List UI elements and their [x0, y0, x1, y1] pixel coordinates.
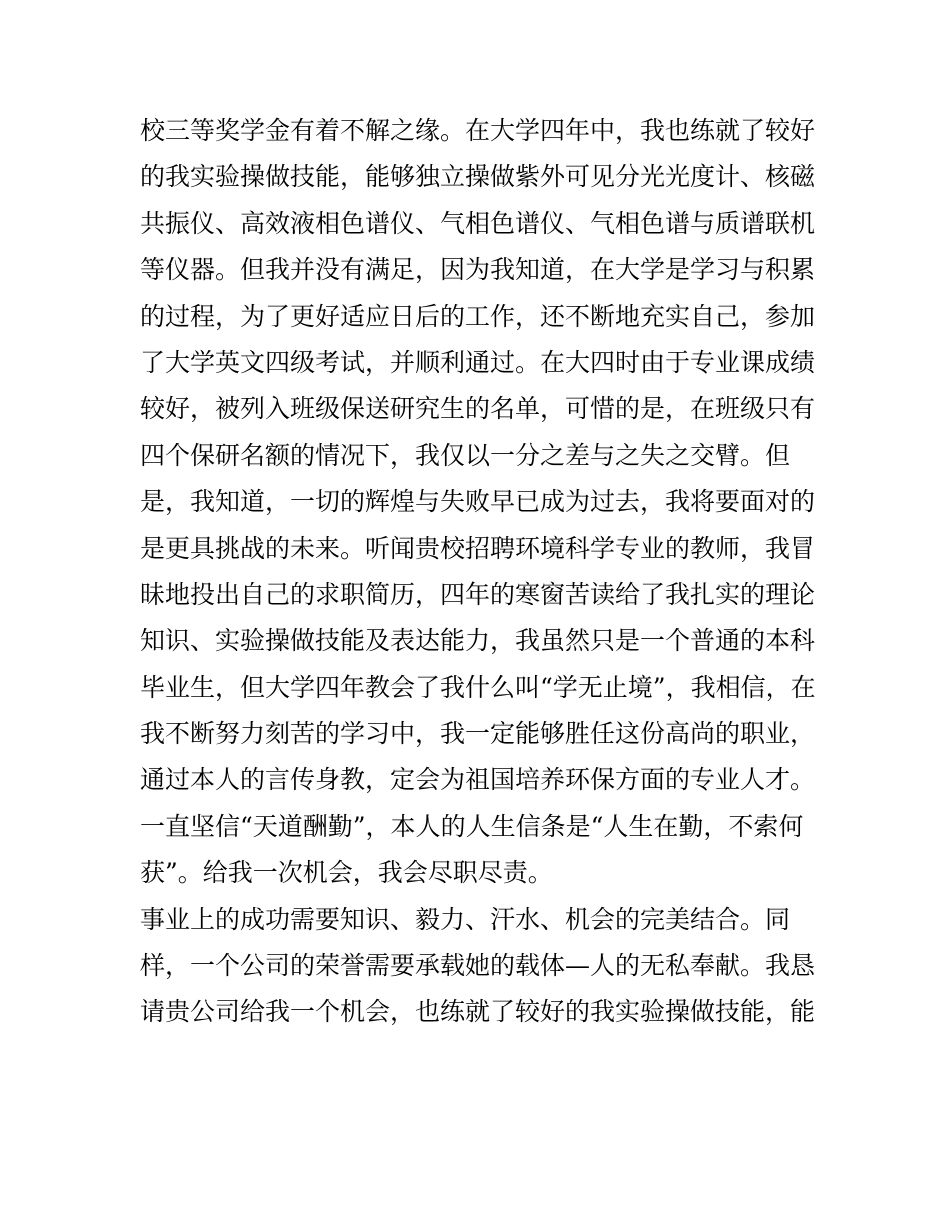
- text-line: 是更具挑战的未来。听闻贵校招聘环境科学专业的教师，我冒: [140, 533, 816, 563]
- text-line: 知识、实验操做技能及表达能力，我虽然只是一个普通的本科: [140, 626, 816, 656]
- text-line: 毕业生，但大学四年教会了我什么叫“学无止境”，我相信，在: [140, 672, 816, 702]
- text-line: 获”。给我一次机会，我会尽职尽责。: [140, 858, 553, 888]
- text-line: 的我实验操做技能，能够独立操做紫外可见分光光度计、核磁: [140, 162, 816, 192]
- text-line: 样，一个公司的荣誉需要承载她的载体—人的无私奉献。我恳: [140, 951, 816, 981]
- text-line: 较好，被列入班级保送研究生的名单，可惜的是，在班级只有: [140, 394, 816, 424]
- text-line: 事业上的成功需要知识、毅力、汗水、机会的完美结合。同: [140, 904, 791, 934]
- text-line: 四个保研名额的情况下，我仅以一分之差与之失之交臂。但: [140, 440, 791, 470]
- document-body: [140, 108, 820, 1036]
- text-line: 了大学英文四级考试，并顺利通过。在大四时由于专业课成绩: [140, 347, 816, 377]
- text-line: 通过本人的言传身教，定会为祖国培养环保方面的专业人才。: [140, 765, 816, 795]
- text-line: 我不断努力刻苦的学习中，我一定能够胜任这份高尚的职业，: [140, 719, 816, 749]
- text-line: 是，我知道，一切的辉煌与失败早已成为过去，我将要面对的: [140, 487, 816, 517]
- text-line: 校三等奖学金有着不解之缘。在大学四年中，我也练就了较好: [140, 116, 816, 145]
- text-line: 一直坚信“天道酬勤”，本人的人生信条是“人生在勤，不索何: [140, 811, 804, 841]
- text-line: 请贵公司给我一个机会，也练就了较好的我实验操做技能，能: [140, 997, 816, 1027]
- text-line: 等仪器。但我并没有满足，因为我知道，在大学是学习与积累: [140, 255, 816, 285]
- text-line: 共振仪、高效液相色谱仪、气相色谱仪、气相色谱与质谱联机: [140, 208, 816, 238]
- text-line: 昧地投出自己的求职简历，四年的寒窗苦读给了我扎实的理论: [140, 579, 816, 609]
- text-line: 的过程，为了更好适应日后的工作，还不断地充实自己，参加: [140, 301, 816, 331]
